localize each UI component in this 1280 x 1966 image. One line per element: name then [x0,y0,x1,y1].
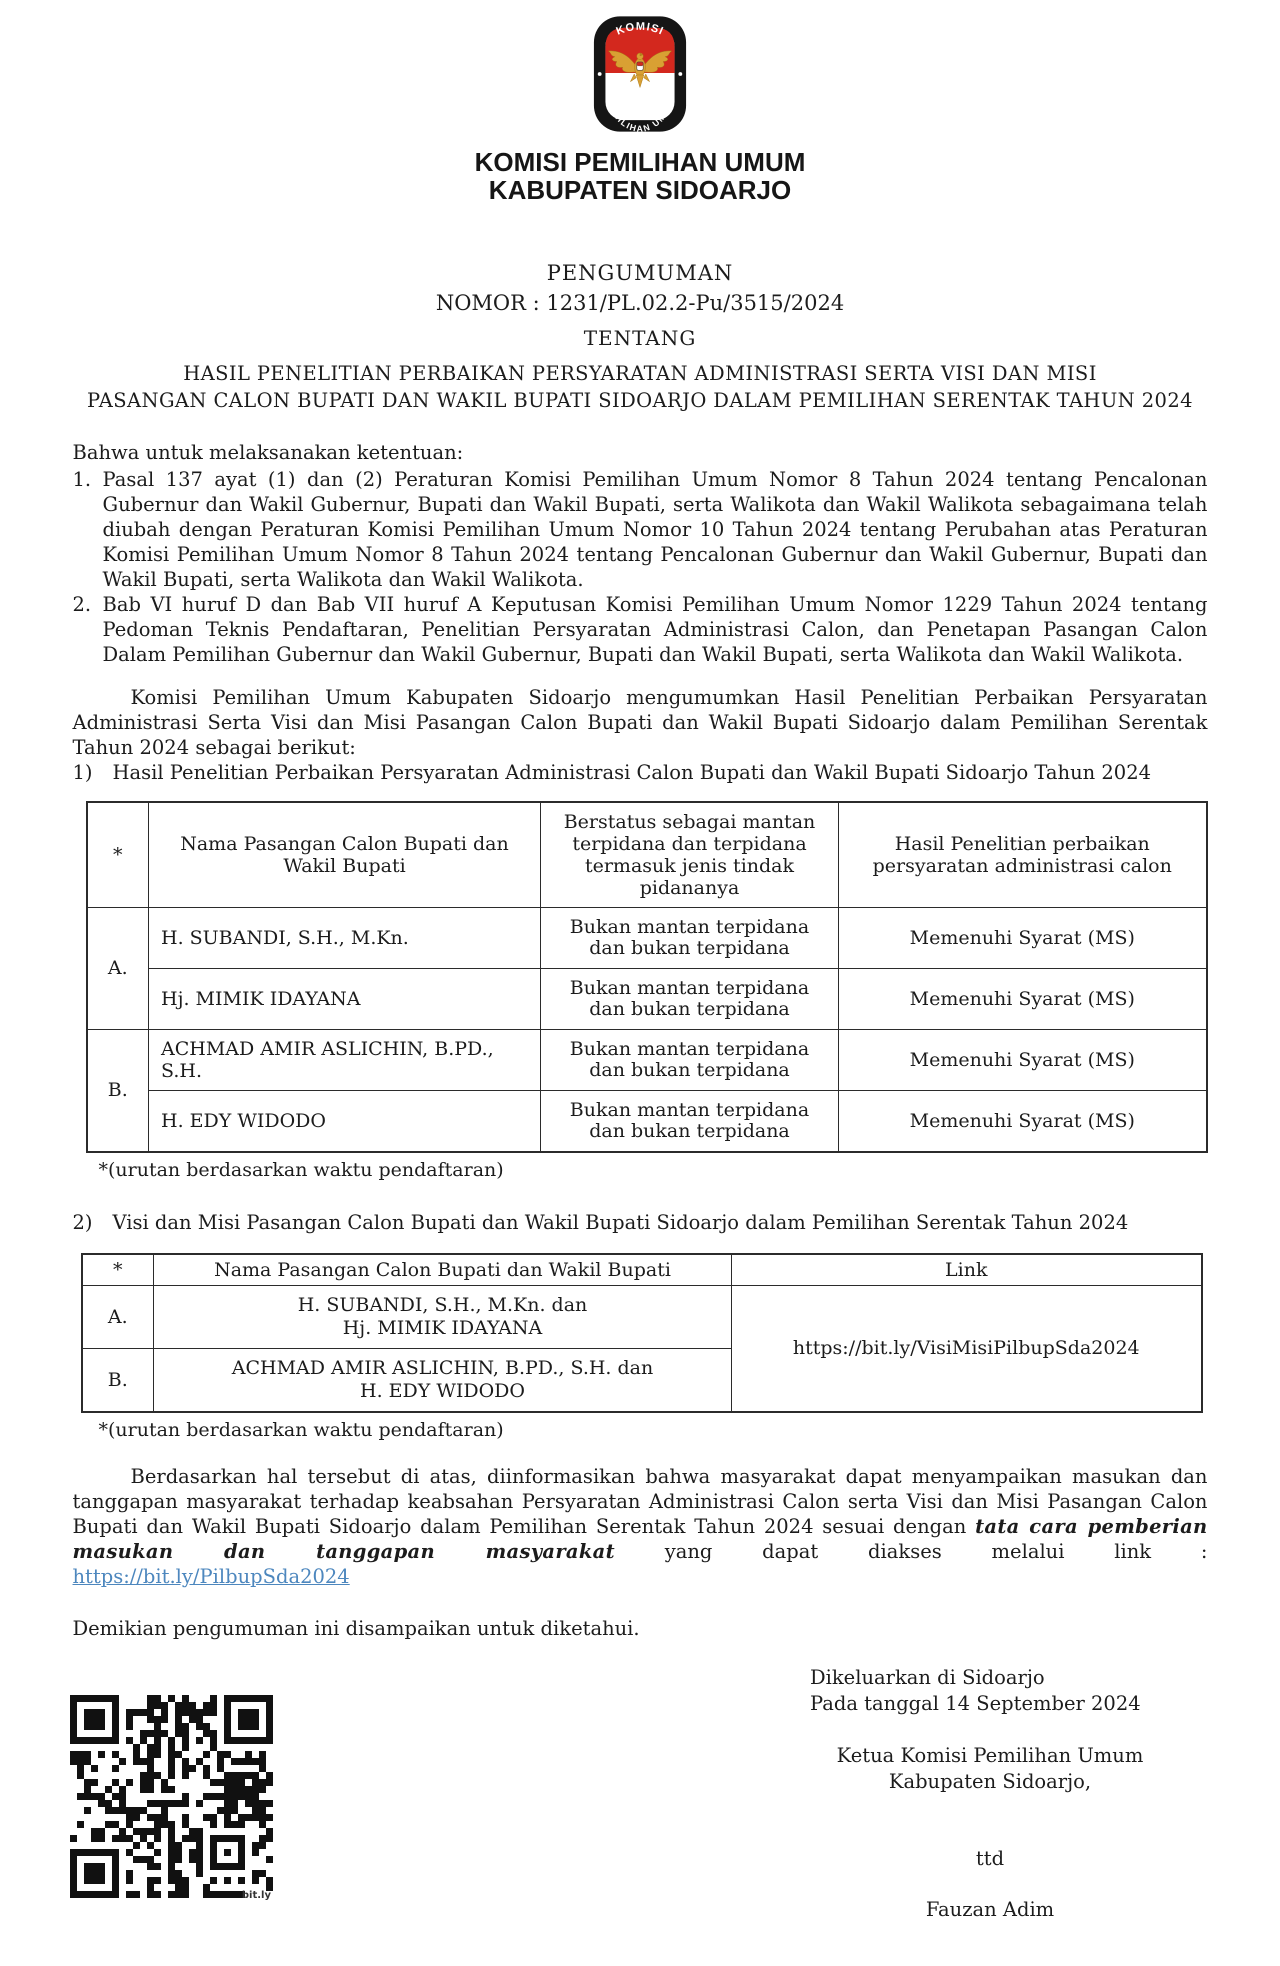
section1-heading [73,760,1208,785]
vision-link-cell: https://bit.ly/VisiMisiPilbupSda2024 [732,1286,1202,1413]
table-row [87,908,1207,969]
signer-role-line2: Kabupaten Sidoarjo, [888,1770,1092,1793]
logo-bottom-text: PEMILIHAN UMUM [604,97,676,134]
list-item-text: Bab VI huruf D dan Bab VII huruf A Keputusan Komisi Pemilihan Umum Nomor 1229 Tahun 2024 tentang Pedoman Teknis Pendaftaran, Penelitian Persyaratan Administrasi Calon, dan Penetapan Pasangan Calon Dalam Pemilihan Gubernur dan Wakil Gubernur, Bupati dan Wakil Bupati, serta Walikota dan Wakil Walikota. [102,593,1208,666]
doc-subject-line2: PASANGAN CALON BUPATI DAN WAKIL BUPATI SIDOARJO DALAM PEMILIHAN SERENTAK TAHUN 2024 [87,389,1193,412]
table-row [87,1091,1207,1153]
pair-name-line2: H. EDY WIDODO [360,1380,525,1402]
table-header-row [82,1254,1202,1286]
result-cell: Memenuhi Syarat (MS) [839,908,1207,969]
signature-section [0,1665,1280,1921]
issued-date: Pada tanggal 14 September 2024 [810,1692,1141,1715]
doc-number: NOMOR : 1231/PL.02.2-Pu/3515/2024 [435,291,845,315]
section2-title: Visi dan Misi Pasangan Calon Bupati dan Wakil Bupati Sidoarjo dalam Pemilihan Serentak Tahun 2024 [112,1211,1129,1234]
list-item-text: Pasal 137 ayat (1) dan (2) Peraturan Komisi Pemilihan Umum Nomor 8 Tahun 2024 tentang Pencalonan Gubernur dan Wakil Gubernur, Bupati dan Wakil Bupati, serta Walikota dan Wakil Walikota sebagaimana telah diubah dengan Peraturan Komisi Pemilihan Umum Nomor 10 Tahun 2024 tentang Perubahan atas Peraturan Komisi Pemilihan Umum Nomor 8 Tahun 2024 tentang Pencalonan Gubernur dan Wakil Gubernur, Bupati dan Wakil Bupati, serta Walikota dan Wakil Walikota. [102,468,1208,591]
result-cell: Memenuhi Syarat (MS) [839,1030,1207,1091]
status-cell: Bukan mantan terpidana dan bukan terpidana [541,1030,839,1091]
status-cell: Bukan mantan terpidana dan bukan terpidana [541,1091,839,1153]
pair-label-cell: B. [82,1349,154,1413]
table1-footnote: *(urutan berdasarkan waktu pendaftaran) [98,1159,504,1181]
result-cell: Memenuhi Syarat (MS) [839,1091,1207,1153]
doc-subject-line1: HASIL PENELITIAN PERBAIKAN PERSYARATAN ADMINISTRASI SERTA VISI DAN MISI [183,362,1097,385]
qr-provider-label: bit.ly [241,1890,271,1901]
signer-name: Fauzan Adim [925,1898,1055,1921]
table-row [87,969,1207,1030]
pair-label-cell: B. [87,1030,149,1153]
section2-heading [73,1210,1208,1235]
header-cell-name: Nama Pasangan Calon Bupati dan Wakil Bupati [154,1254,732,1286]
pair-name-line2: Hj. MIMIK IDAYANA [342,1317,543,1339]
section1-title: Hasil Penelitian Perbaikan Persyaratan Administrasi Calon Bupati dan Wakil Bupati Sidoarjo Tahun 2024 [112,761,1152,784]
table-header-row [87,802,1207,908]
feedback-text-pre: Berdasarkan hal tersebut di atas, diinformasikan bahwa masyarakat dapat menyampaikan masukan dan tanggapan masyarakat terhadap keabsahan Persyaratan Administrasi Calon serta Visi dan Misi Pasangan Calon Bupati dan Wakil Bupati Sidoarjo dalam Pemilihan Serentak Tahun 2024 sesuai dengan [72,1465,1208,1538]
status-cell: Bukan mantan terpidana dan bukan terpidana [541,908,839,969]
table-row [82,1286,1202,1349]
table-row [87,1030,1207,1091]
result-cell: Memenuhi Syarat (MS) [839,969,1207,1030]
org-name-line2: KABUPATEN SIDOARJO [488,175,792,205]
legal-basis-list [73,467,1208,667]
list-item-number: 1. [72,468,92,491]
table2-footnote: *(urutan berdasarkan waktu pendaftaran) [98,1419,504,1441]
candidate-name-cell: H. SUBANDI, S.H., M.Kn. [149,908,541,969]
signature-block [810,1665,1230,1921]
section2-number: 2) [72,1211,93,1234]
pair-names-cell [154,1349,732,1413]
pair-names-cell [154,1286,732,1349]
qr-code [70,1695,273,1921]
header-cell-name: Nama Pasangan Calon Bupati dan Wakil Bupati [149,802,541,908]
feedback-procedure-emphasis: tata cara pemberian masukan dan tanggapan masyarakat [72,1515,1208,1563]
header-cell-result: Hasil Penelitian perbaikan persyaratan administrasi calon [839,802,1207,908]
pair-name-line1: ACHMAD AMIR ASLICHIN, B.PD., S.H. dan [231,1357,654,1379]
vision-mission-table [81,1253,1203,1413]
feedback-paragraph [73,1464,1208,1564]
logo-top-text: KOMISI [614,20,666,38]
doc-type-title: PENGUMUMAN [546,261,734,285]
qr-code-icon [70,1695,273,1911]
announcement-paragraph: Komisi Pemilihan Umum Kabupaten Sidoarjo mengumumkan Hasil Penelitian Perbaikan Persyaratan Administrasi Serta Visi dan Misi Pasangan Calon Bupati dan Wakil Bupati Sidoarjo dalam Pemilihan Serentak Tahun 2024 sebagai berikut: [72,686,1208,759]
candidate-name-cell: H. EDY WIDODO [149,1091,541,1153]
pair-label-cell: A. [82,1286,154,1349]
candidate-name-cell: ACHMAD AMIR ASLICHIN, B.PD., S.H. [149,1030,541,1091]
kpu-logo-icon [592,14,688,134]
org-name-line1: KOMISI PEMILIHAN UMUM [474,147,806,177]
kpu-logo [592,14,688,138]
closing-paragraph: Demikian pengumuman ini disampaikan untuk diketahui. [72,1617,640,1640]
issued-place: Dikeluarkan di Sidoarjo [810,1666,1045,1689]
candidate-name-cell: Hj. MIMIK IDAYANA [149,969,541,1030]
pair-name-line1: H. SUBANDI, S.H., M.Kn. dan [297,1294,588,1316]
ttd-label: ttd [975,1847,1005,1870]
admin-requirements-table [86,801,1208,1153]
list-item [73,592,1208,667]
list-item-number: 2. [72,593,92,616]
pair-label-cell: A. [87,908,149,1030]
feedback-link[interactable]: https://bit.ly/PilbupSda2024 [72,1565,350,1588]
list-item [73,467,1208,592]
status-cell: Bukan mantan terpidana dan bukan terpidana [541,969,839,1030]
intro-paragraph: Bahwa untuk melaksanakan ketentuan: [72,441,464,464]
doc-about-label: TENTANG [583,326,697,350]
header-cell-star: * [87,802,149,908]
header-cell-star: * [82,1254,154,1286]
feedback-text-post: yang dapat diakses melalui link : [614,1540,1208,1563]
signer-role-line1: Ketua Komisi Pemilihan Umum [836,1744,1144,1767]
header-cell-link: Link [732,1254,1202,1286]
header-cell-status: Berstatus sebagai mantan terpidana dan terpidana termasuk jenis tindak pidananya [541,802,839,908]
section1-number: 1) [72,761,93,784]
